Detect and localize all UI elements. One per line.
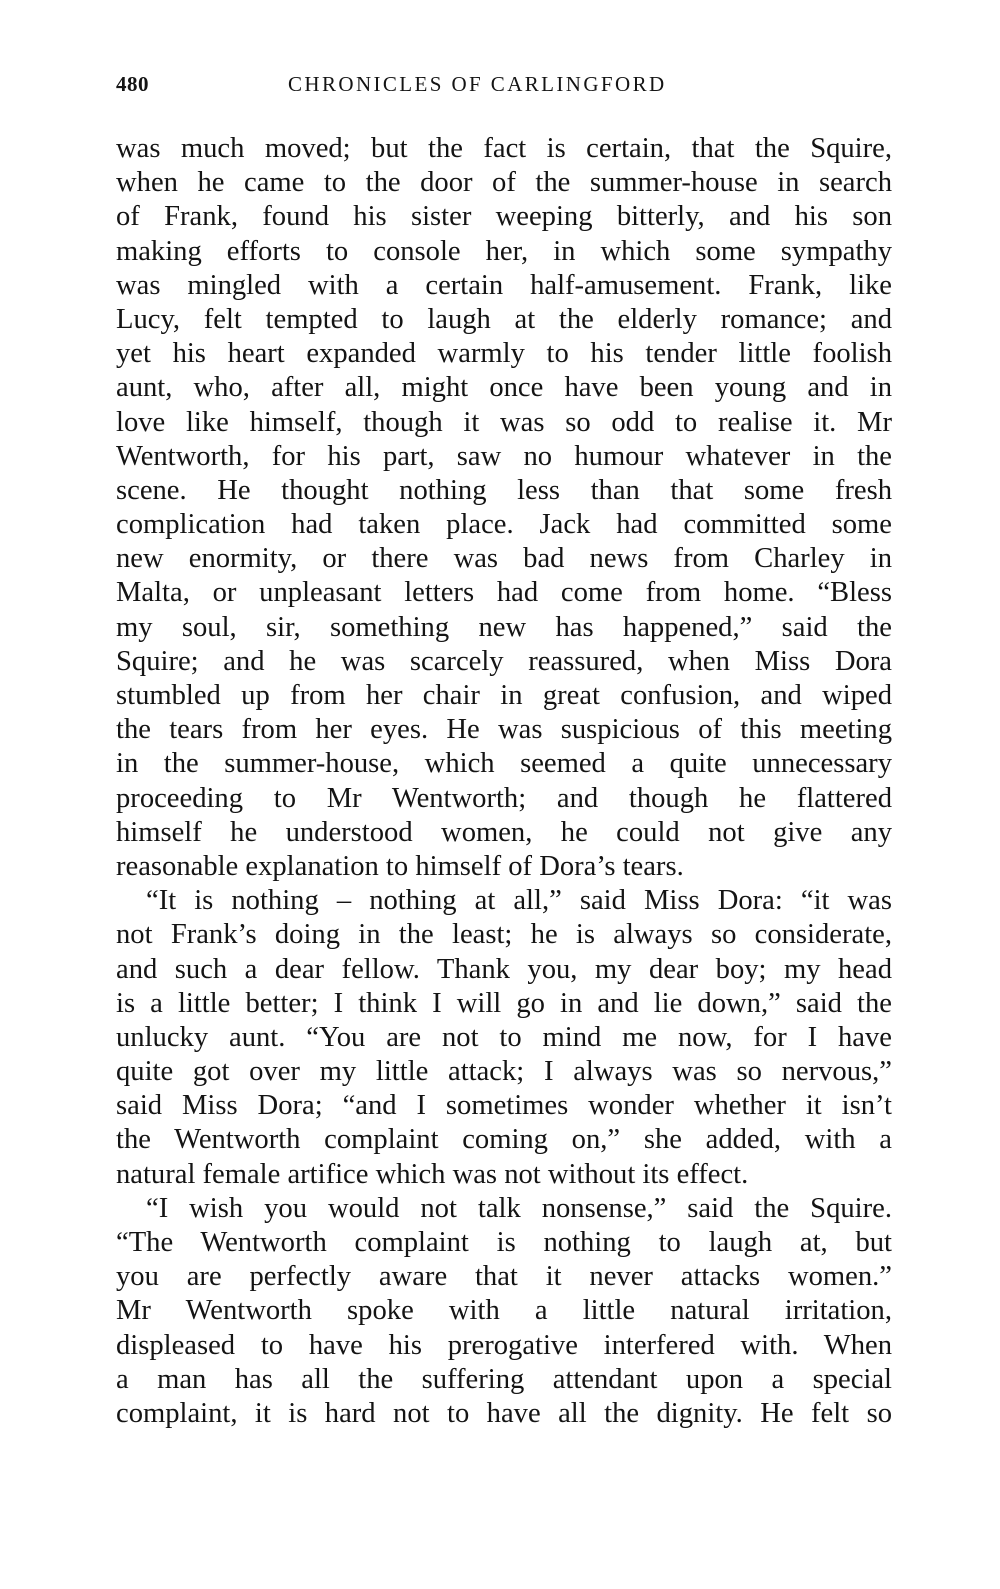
text-line: himself he understood women, he could not give any: [116, 816, 892, 848]
text-line: scene. He thought nothing less than that some fresh: [116, 474, 892, 506]
text-line: proceeding to Mr Wentworth; and though he flattered: [116, 782, 892, 814]
text-line: was mingled with a certain half-amusement. Frank, like: [116, 269, 892, 301]
text-line: Mr Wentworth spoke with a little natural irritation,: [116, 1295, 892, 1327]
text-line: Squire; and he was scarcely reassured, when Miss Dora: [116, 645, 892, 677]
text-line: you are perfectly aware that it never attacks women.”: [116, 1261, 892, 1293]
text-line: “It is nothing – nothing at all,” said Miss Dora: “it was: [146, 885, 892, 917]
text-line: complication had taken place. Jack had committed some: [116, 509, 892, 541]
paragraph: [116, 884, 892, 1192]
text-line: stumbled up from her chair in great confusion, and wiped: [116, 680, 892, 711]
text-line: a man has all the suffering attendant upon a special: [116, 1363, 892, 1395]
page-header: [116, 72, 896, 106]
text-line: unlucky aunt. “You are not to mind me now, for I have: [116, 1021, 892, 1053]
text-line: aunt, who, after all, might once have been young and in: [116, 372, 892, 404]
text-line: of Frank, found his sister weeping bitterly, and his son: [116, 201, 892, 233]
text-line: yet his heart expanded warmly to his tender little foolish: [116, 338, 892, 370]
text-line: when he came to the door of the summer-house in search: [116, 167, 892, 199]
text-line: natural female artifice which was not without its effect.: [116, 1158, 749, 1190]
text-line: said Miss Dora; “and I sometimes wonder whether it isn’t: [116, 1090, 892, 1122]
paragraph: [116, 132, 892, 884]
text-line: making efforts to console her, in which some sympathy: [116, 235, 892, 267]
text-line: new enormity, or there was bad news from Charley in: [116, 543, 892, 575]
text-line: in the summer-house, which seemed a quite unnecessary: [116, 748, 892, 780]
text-line: “I wish you would not talk nonsense,” said the Squire.: [146, 1192, 892, 1224]
body-text: [116, 132, 892, 1431]
text-line: the tears from her eyes. He was suspicious of this meeting: [116, 714, 892, 746]
paragraph: [116, 1192, 892, 1431]
text-line: Wentworth, for his part, saw no humour whatever in the: [116, 440, 892, 472]
text-line: complaint, it is hard not to have all the dignity. He felt so: [116, 1397, 892, 1429]
text-line: not Frank’s doing in the least; he is always so considerate,: [116, 919, 892, 951]
text-line: the Wentworth complaint coming on,” she added, with a: [116, 1124, 892, 1156]
text-line: Malta, or unpleasant letters had come from home. “Bless: [116, 577, 892, 609]
text-line: is a little better; I think I will go in and lie down,” said the: [116, 987, 892, 1019]
text-line: and such a dear fellow. Thank you, my dear boy; my head: [116, 953, 892, 985]
text-line: my soul, sir, something new has happened,” said the: [116, 611, 892, 643]
text-line: “The Wentworth complaint is nothing to laugh at, but: [116, 1227, 892, 1258]
running-title: CHRONICLES OF CARLINGFORD: [288, 72, 667, 96]
page-number: 480: [116, 72, 149, 96]
text-line: reasonable explanation to himself of Dora’s tears.: [116, 850, 684, 882]
text-line: displeased to have his prerogative interfered with. When: [116, 1329, 892, 1361]
text-line: Lucy, felt tempted to laugh at the elderly romance; and: [116, 303, 892, 335]
text-line: was much moved; but the fact is certain, that the Squire,: [116, 133, 892, 164]
text-line: quite got over my little attack; I always was so nervous,”: [116, 1056, 892, 1088]
text-line: love like himself, though it was so odd to realise it. Mr: [116, 406, 892, 438]
